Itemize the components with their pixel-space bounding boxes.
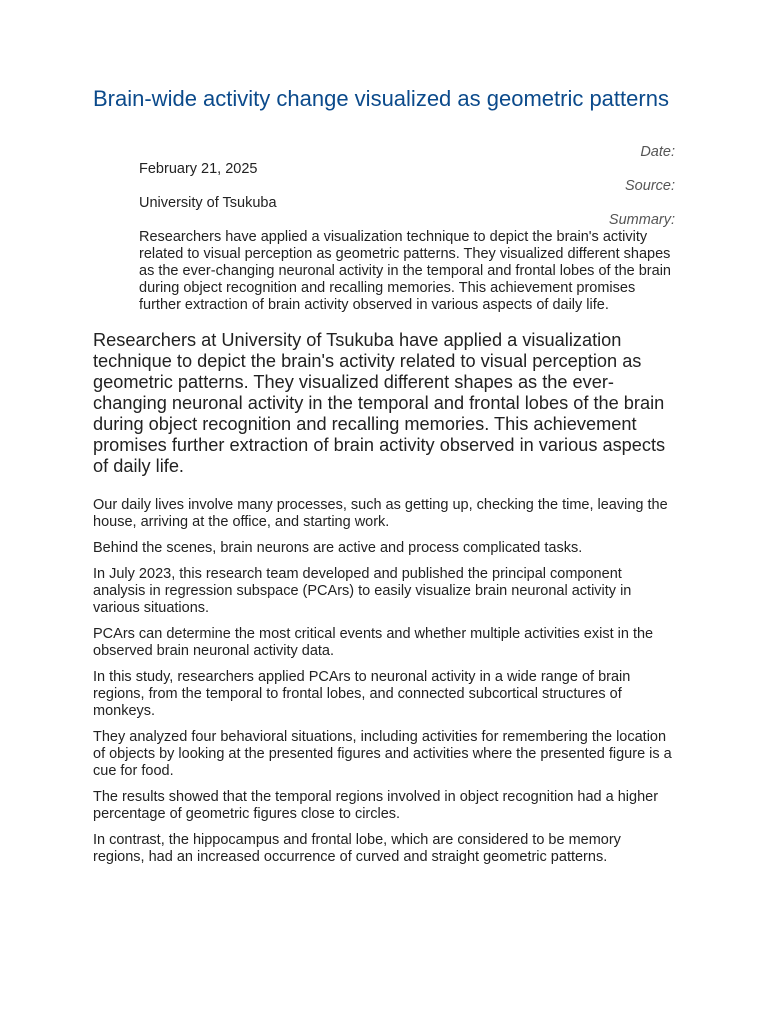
body-paragraph: In this study, researchers applied PCArs to neuronal activity in a wide range of brain regions, from the temporal to frontal lobes, and connected subcortical structures of monkeys. [93, 669, 631, 719]
article-body [93, 497, 675, 866]
body-paragraph: In July 2023, this research team developed and published the principal component analysis in regression subspace (PCArs) to easily visualize brain neuronal activity in various situations. [93, 566, 632, 616]
body-paragraph: In contrast, the hippocampus and frontal lobe, which are considered to be memory regions, had an increased occurrence of curved and straight geometric patterns. [93, 832, 621, 865]
article [93, 86, 675, 875]
body-paragraph: Behind the scenes, brain neurons are active and process complicated tasks. [93, 540, 583, 556]
article-meta [139, 144, 675, 314]
body-paragraph: PCArs can determine the most critical events and whether multiple activities exist in the observed brain neuronal activity data. [93, 626, 654, 659]
body-paragraph: Our daily lives involve many processes, such as getting up, checking the time, leaving the house, arriving at the office, and starting work. [93, 497, 668, 530]
source-value: University of Tsukuba [139, 195, 277, 211]
source-label: Source: [625, 178, 675, 194]
body-paragraph: They analyzed four behavioral situations, including activities for remembering the location of objects by looking at the presented figures and activities where the presented figure is a cue for food. [93, 729, 672, 779]
summary-value: Researchers have applied a visualization technique to depict the brain's activity related to visual perception as geometric patterns. They visualized different shapes as the ever-changing neuronal activity in the temporal and frontal lobes of the brain during object recognition and recalling memories. This achievement promises further extraction of brain activity observed in various aspects of daily life. [139, 229, 671, 313]
summary-label: Summary: [608, 212, 675, 228]
date-label: Date: [640, 144, 675, 160]
body-paragraph: The results showed that the temporal regions involved in object recognition had a higher percentage of geometric figures close to circles. [93, 789, 659, 822]
lead-paragraph: Researchers at University of Tsukuba have applied a visualization technique to depict the brain's activity related to visual perception as geometric patterns. They visualized different shapes as the ever-changing neuronal activity in the temporal and frontal lobes of the brain during object recognition and recalling memories. This achievement promises further extraction of brain activity observed in various aspects of daily life. [93, 330, 666, 476]
article-title: Brain-wide activity change visualized as geometric patterns [93, 86, 669, 111]
date-value: February 21, 2025 [139, 161, 258, 177]
